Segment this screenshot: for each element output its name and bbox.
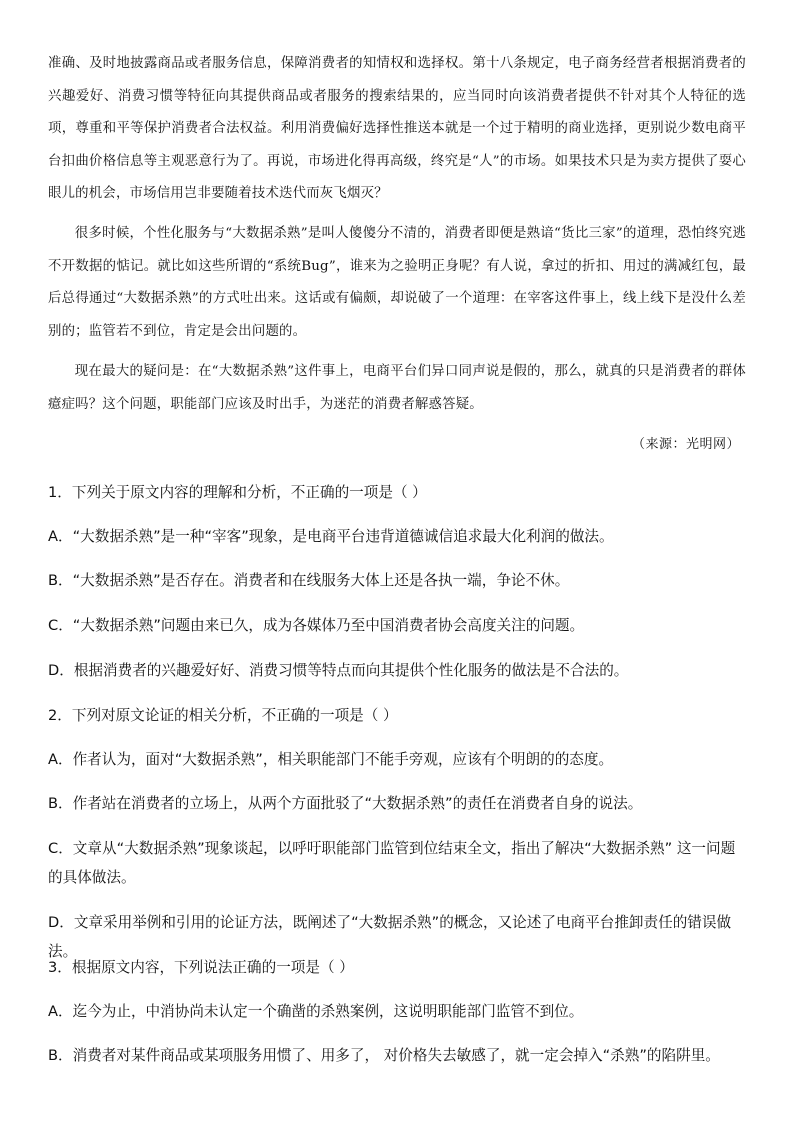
question-2-option-c: C．文章从“大数据杀熟”现象谈起，以呼吁职能部门监管到位结束全文，指出了解决“大数据杀熟” 这一问题的具体做法。 [48,840,736,886]
source-citation: （来源：光明网） [631,437,740,452]
question-3-stem: 3．根据原文内容，下列说法正确的一项是（ ） [48,959,354,976]
question-2-option-d: D．文章采用举例和引用的论证方法，既阐述了“大数据杀熟”的概念，又论述了电商平台推卸责任的错误做法。 [48,914,732,960]
question-3-option-a: A．迄今为止，中消协尚未认定一个确凿的杀熟案例，这说明职能部门监管不到位。 [48,1003,584,1020]
passage-paragraph-3: 现在最大的疑问是：在“大数据杀熟”这件事上，电商平台们异口同声说是假的，那么，就真的只是消费者的群体癔症吗？这个问题，职能部门应该及时出手，为迷茫的消费者解惑答疑。 [48,364,746,412]
question-3-option-b: B．消费者对某件商品或某项服务用惯了、用多了， 对价格失去敏感了，就一定会掉入“杀熟”的陷阱里。 [48,1047,720,1064]
question-2-option-b: B．作者站在消费者的立场上，从两个方面批驳了“大数据杀熟”的责任在消费者自身的说法。 [48,795,643,812]
question-1-option-c: C．“大数据杀熟”问题由来已久，成为各媒体乃至中国消费者协会高度关注的问题。 [48,617,585,634]
question-2-stem: 2．下列对原文论证的相关分析，不正确的一项是（ ） [48,707,398,724]
question-1-stem: 1．下列关于原文内容的理解和分析，不正确的一项是（ ） [48,484,427,501]
passage-paragraph-2: 很多时候，个性化服务与“大数据杀熟”是叫人傻傻分不清的，消费者即便是熟谙“货比三家”的道理，恐怕终究逃不开数据的惦记。就比如这些所谓的“系统Bug”，谁来为之验明正身呢？有人说，拿过的折扣、用过的满减红包，最后总得通过“大数据杀熟”的方式吐出来。这话或有偏颇，却说破了一个道理：在宰客这件事上，线上线下是没什么差别的；监管若不到位，肯定是会出问题的。 [48,226,746,339]
passage-paragraph-1: 准确、及时地披露商品或者服务信息，保障消费者的知情权和选择权。第十八条规定，电子商务经营者根据消费者的兴趣爱好、消费习惯等特征向其提供商品或者服务的搜索结果的，应当同时向该消费者提供不针对其个人特征的选项，尊重和平等保护消费者合法权益。利用消费偏好选择性推送本就是一个过于精明的商业选择，更别说少数电商平台扣曲价格信息等主观恶意行为了。再说，市场进化得再高级，终究是“人”的市场。如果技术只是为卖方提供了耍心眼儿的机会，市场信用岂非要随着技术迭代而灰飞烟灭？ [48,56,746,201]
question-1-option-a: A．“大数据杀熟”是一种“宰客”现象，是电商平台违背道德诚信追求最大化利润的做法。 [48,528,614,545]
question-1-option-b: B．“大数据杀熟”是否存在。消费者和在线服务大体上还是各执一端，争论不休。 [48,572,570,589]
question-2-option-a: A．作者认为，面对“大数据杀熟”，相关职能部门不能手旁观，应该有个明朗的的态度。 [48,751,614,768]
question-1-option-d: D．根据消费者的兴趣爱好好、消费习惯等特点而向其提供个性化服务的做法是不合法的。 [48,662,629,679]
